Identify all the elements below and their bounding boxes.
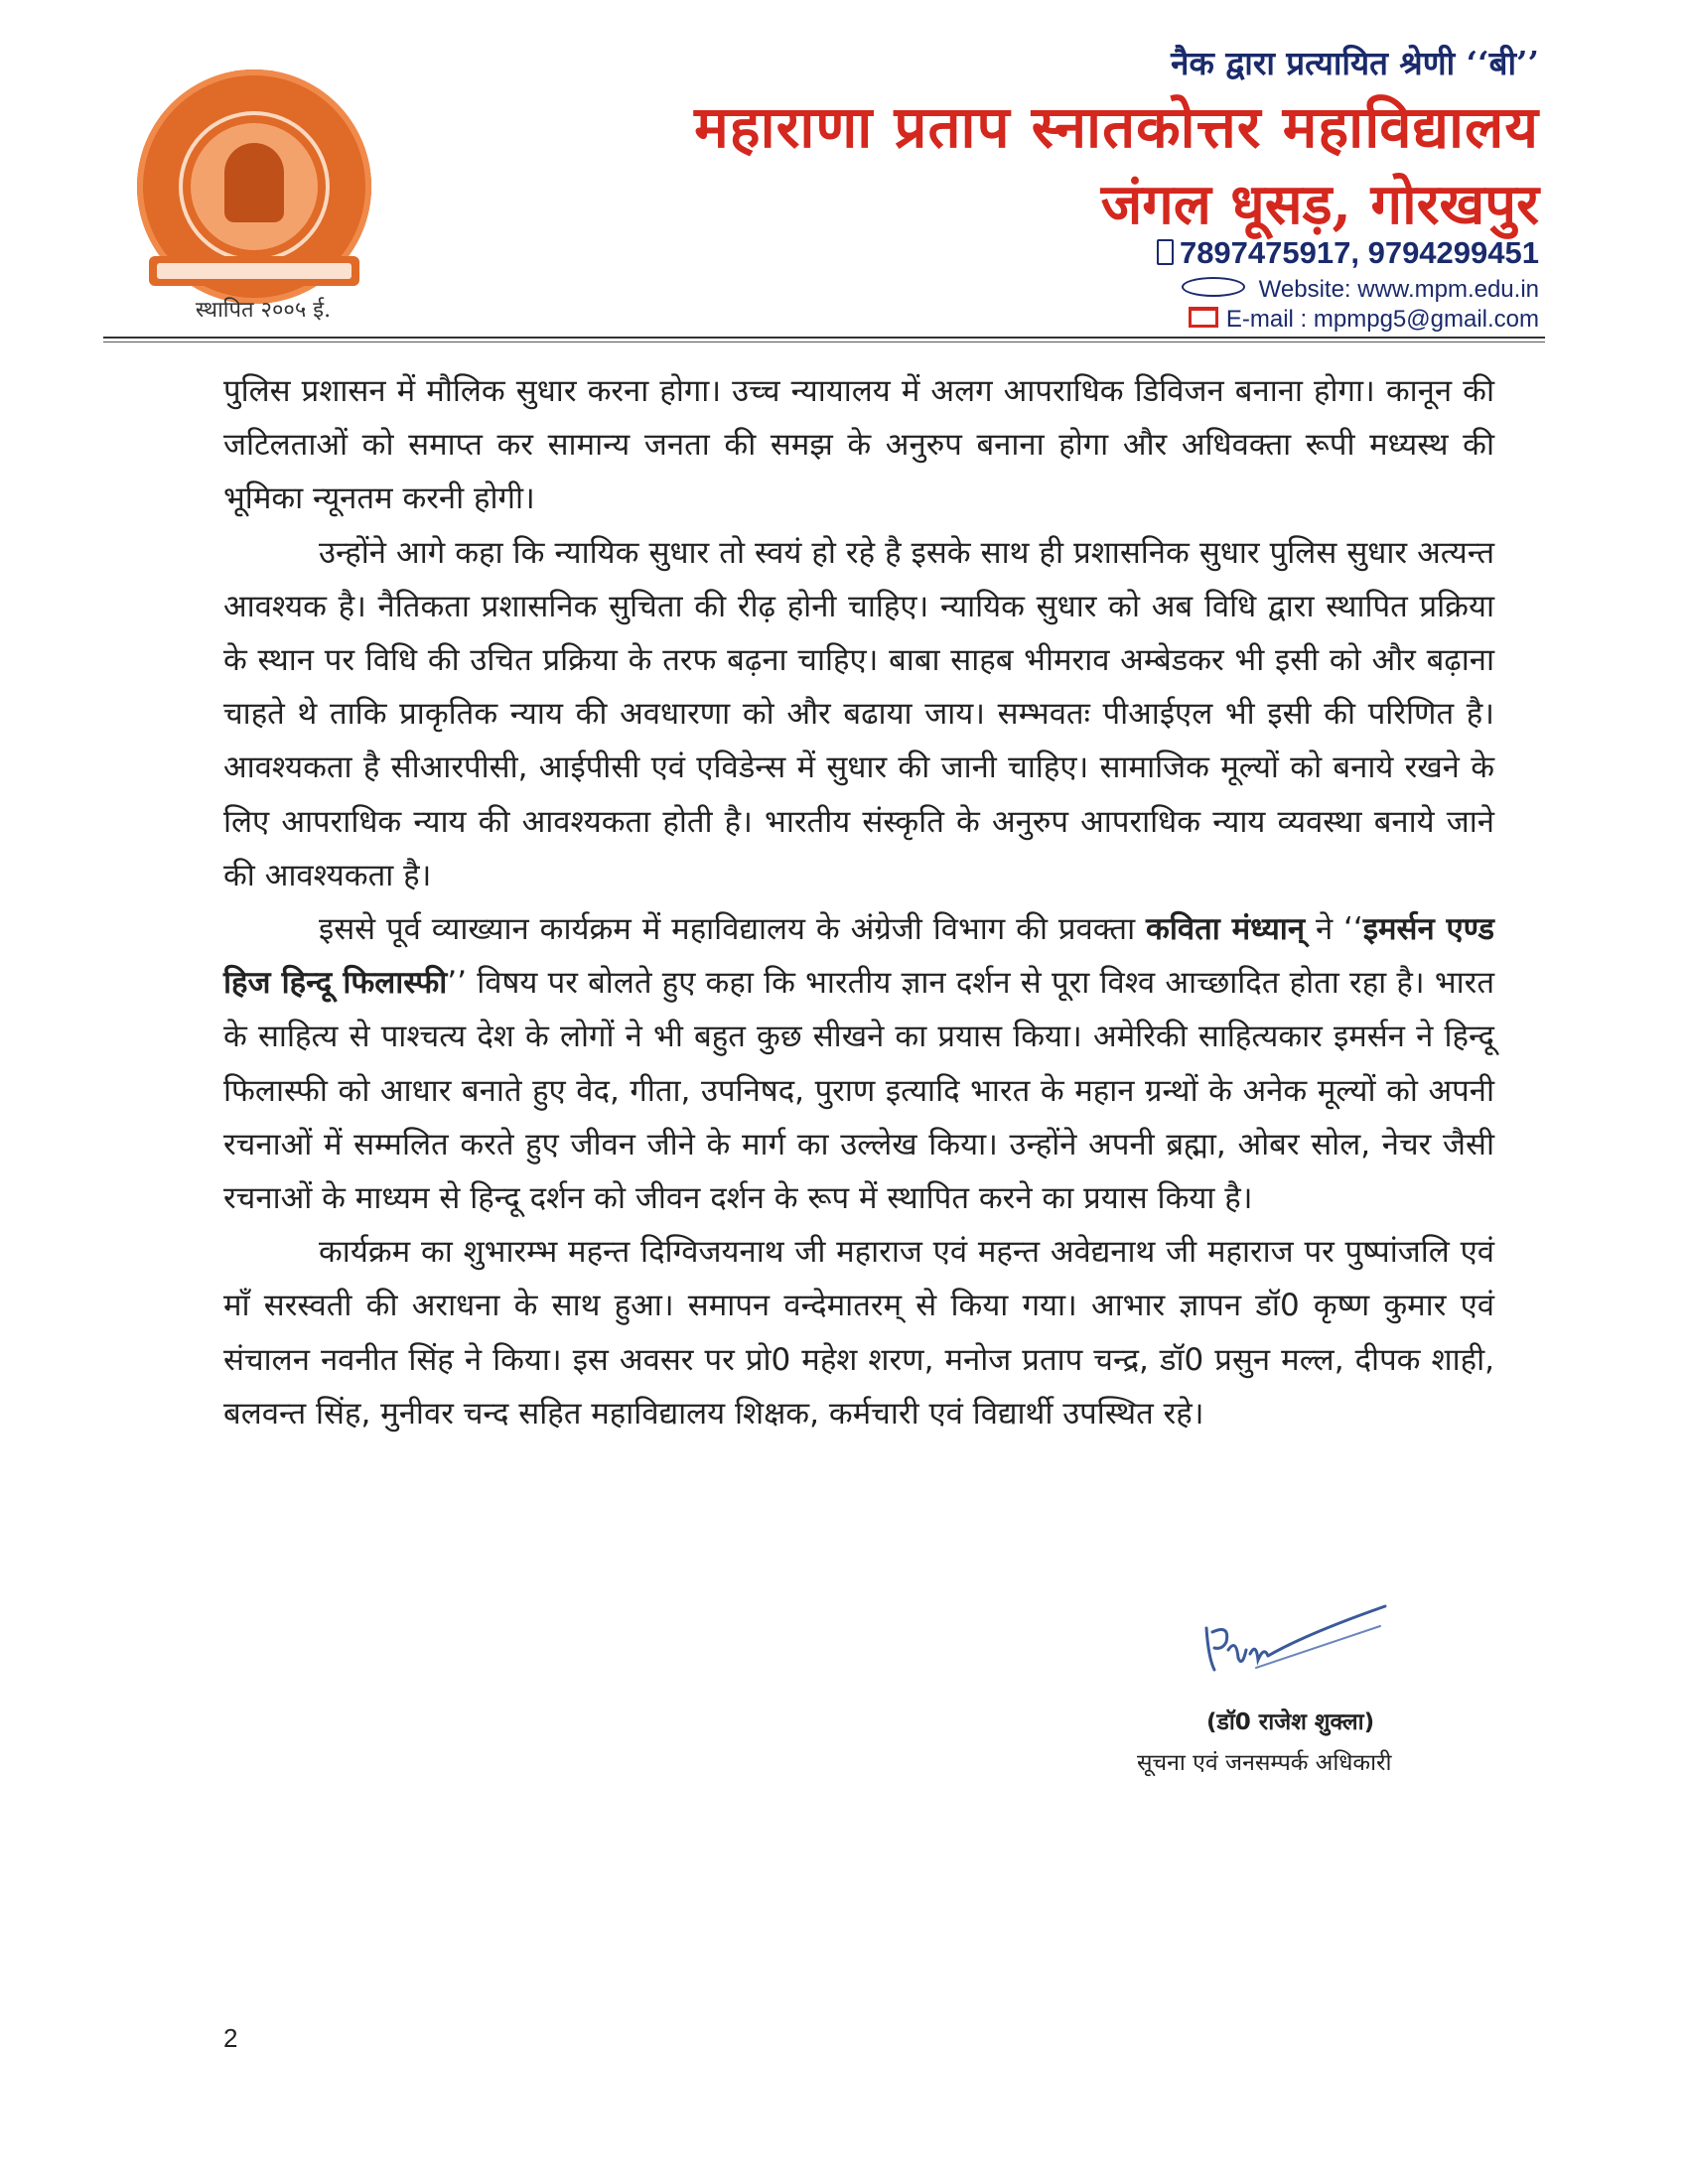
paragraph-3 <box>223 902 1494 1225</box>
website-label: Website: <box>1258 276 1351 303</box>
email-label: E-mail : <box>1225 306 1308 333</box>
website-link[interactable]: www.mpm.edu.in <box>1357 276 1539 303</box>
email-link[interactable]: mpmpg5@gmail.com <box>1313 306 1539 333</box>
press-release-body <box>223 364 1494 1440</box>
paragraph-4: कार्यक्रम का शुभारम्भ महन्त दिग्विजयनाथ जी महाराज एवं महन्त अवेद्यनाथ जी महाराज पर पुष्पांजलि एवं माँ सरस्वती की अराधना के साथ हुआ। समापन वन्देमातरम् से किया गया। आभार ज्ञापन डॉ0 कृष्ण कुमार एवं संचालन नवनीत सिंह ने किया। इस अवसर पर प्रो0 महेश शरण, मनोज प्रताप चन्द्र, डॉ0 प्रसुन मल्ल, दीपक शाही, बलवन्त सिंह, मुनीवर चन्द सहित महाविद्यालय शिक्षक, कर्मचारी एवं विद्यार्थी उपस्थित रहे। <box>223 1234 1494 1432</box>
website-line <box>1182 276 1539 304</box>
www-icon <box>1182 277 1245 297</box>
handwritten-signature-icon <box>1187 1598 1395 1688</box>
speaker-name: कविता मंध्यान् <box>1146 911 1306 948</box>
paragraph-3-intro: इससे पूर्व व्याख्यान कार्यक्रम में महाविद्यालय के अंग्रेजी विभाग की प्रवक्ता <box>319 911 1147 948</box>
established-year: स्थापित २००५ ई. <box>195 298 332 323</box>
phone-numbers <box>1157 235 1539 271</box>
phone-text: 7897475917, 9794299451 <box>1179 235 1539 270</box>
header-divider-thin <box>103 341 1545 342</box>
paragraph-3-rest: ’’ विषय पर बोलते हुए कहा कि भारतीय ज्ञान दर्शन से पूरा विश्व आच्छादित होता रहा है। भारत के साहित्य से पाश्चत्य देश के लोगों ने भी बहुत कुछ सीखने का प्रयास किया। अमेरिकी साहित्यकार इमर्सन ने हिन्दू फिलास्फी को आधार बनाते हुए वेद, गीता, उपनिषद, पुराण इत्यादि भारत के महान ग्रन्थों के अनेक मूल्यों को अपनी रचनाओं में सम्मलित करते हुए जीवन जीने के मार्ग का उल्लेख किया। उन्होंने अपनी ब्रह्मा, ओबर सोल, नेचर जैसी रचनाओं के माध्यम से हिन्दू दर्शन को जीवन दर्शन के रूप में स्थापित करने का प्रयास किया है। <box>223 965 1494 1217</box>
phone-icon <box>1157 239 1174 265</box>
header-divider <box>103 337 1545 339</box>
paragraph-3-quote-open: ने ‘‘ <box>1305 911 1363 948</box>
college-name: महाराणा प्रताप स्नातकोत्तर महाविद्यालय <box>694 93 1539 161</box>
naac-grade: नैक द्वारा प्रत्यायित श्रेणी ‘‘बी’’ <box>1171 44 1539 82</box>
signatory-name: (डॉ0 राजेश शुक्ला) <box>1206 1709 1375 1735</box>
paragraph-1: पुलिस प्रशासन में मौलिक सुधार करना होगा। उच्च न्यायालय में अलग आपराधिक डिविजन बनाना होगा। कानून की जटिलताओं को समाप्त कर सामान्य जनता की समझ के अनुरुप बनाना होगा और अधिवक्ता रूपी मध्यस्थ की भूमिका न्यूनतम करनी होगी। <box>223 373 1494 517</box>
college-location: जंगल धूसड़, गोरखपुर <box>1100 172 1539 237</box>
page-number: 2 <box>223 2023 238 2053</box>
email-line <box>1189 306 1539 334</box>
signatory-title: सूचना एवं जनसम्पर्क अधिकारी <box>1137 1750 1392 1776</box>
letterhead <box>0 0 1688 347</box>
seal-ribbon <box>149 256 359 286</box>
paragraph-2: उन्होंने आगे कहा कि न्यायिक सुधार तो स्वयं हो रहे है इसके साथ ही प्रशासनिक सुधार पुलिस सुधार अत्यन्त आवश्यक है। नैतिकता प्रशासनिक सुचिता की रीढ़ होनी चाहिए। न्यायिक सुधार को अब विधि द्वारा स्थापित प्रक्रिया के स्थान पर विधि की उचित प्रक्रिया के तरफ बढ़ना चाहिए। बाबा साहब भीमराव अम्बेडकर भी इसी को और बढ़ाना चाहते थे ताकि प्राकृतिक न्याय की अवधारणा को और बढाया जाय। सम्भवतः पीआईएल भी इसी की परिणित है। आवश्यकता है सीआरपीसी, आईपीसी एवं एविडेन्स में सुधार की जानी चाहिए। सामाजिक मूल्यों को बनाये रखने के लिए आपराधिक न्याय की आवश्यकता होती है। भारतीय संस्कृति के अनुरुप आपराधिक न्याय व्यवस्था बनाये जाने की आवश्यकता है। <box>223 534 1494 893</box>
seal-emblem-icon <box>224 143 284 222</box>
mail-icon <box>1189 307 1218 328</box>
seal-center <box>191 123 318 250</box>
lecture-topic: इमर्सन एण्ड हिज हिन्दू फिलास्फी <box>223 911 1494 1002</box>
